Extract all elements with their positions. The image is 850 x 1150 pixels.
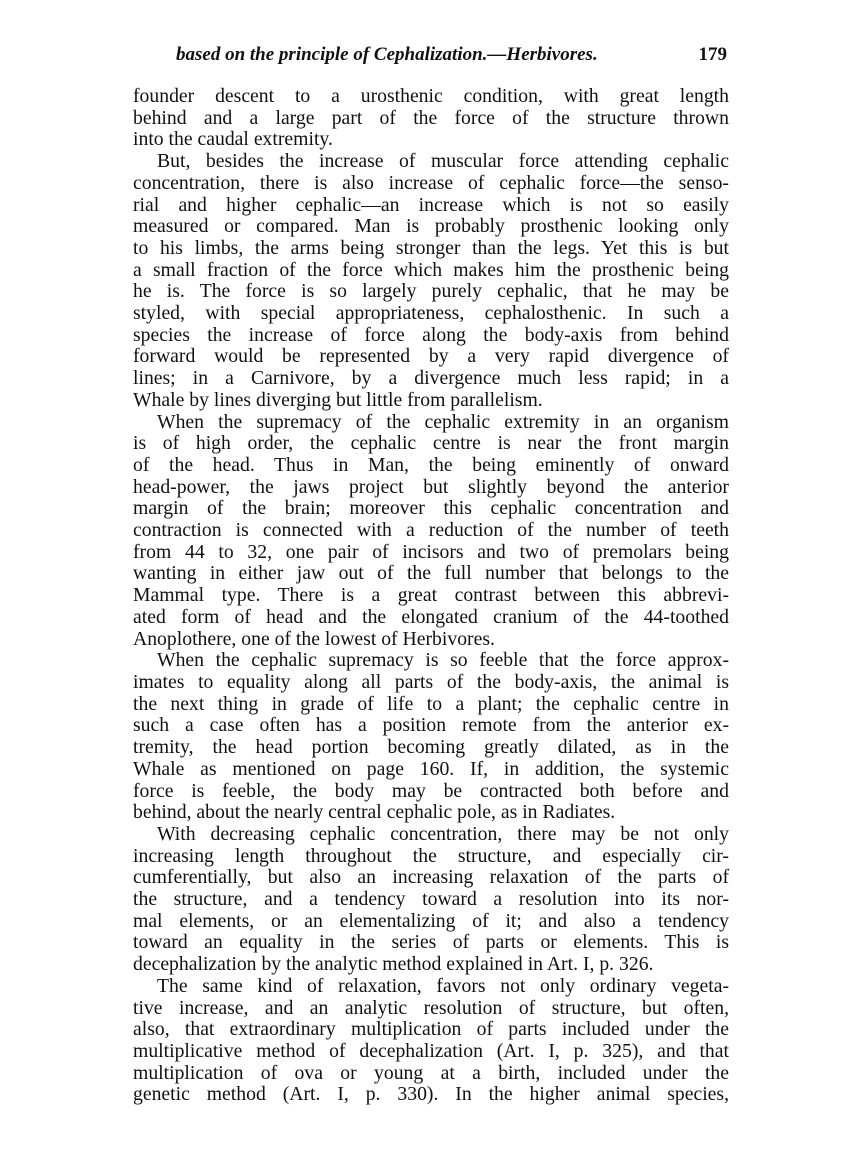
text-line: the next thing in grade of life to a plant; the cephalic centre in <box>133 692 729 715</box>
text-line: Anoplothere, one of the lowest of Herbivores. <box>133 627 495 650</box>
body-text <box>133 86 729 1106</box>
text-line: into the caudal extremity. <box>133 128 333 151</box>
text-line: Mammal type. There is a great contrast between this abbrevi- <box>133 584 729 607</box>
text-line: With decreasing cephalic concentration, there may be not only <box>157 822 729 845</box>
text-line: tremity, the head portion becoming greatly dilated, as in the <box>133 736 729 759</box>
text-line: But, besides the increase of muscular force attending cephalic <box>157 150 729 173</box>
text-line: toward an equality in the series of parts or elements. This is <box>133 931 729 954</box>
text-line: head-power, the jaws project but slightly beyond the anterior <box>133 475 729 498</box>
text-line: he is. The force is so largely purely cephalic, that he may be <box>133 280 729 303</box>
running-title: based on the principle of Cephalization.—Herbivores. <box>176 44 598 65</box>
text-line: cumferentially, but also an increasing relaxation of the parts of <box>133 866 729 889</box>
text-line: multiplication of ova or young at a birth, included under the <box>133 1061 729 1084</box>
text-line: founder descent to a urosthenic condition, with great length <box>133 85 729 107</box>
text-line: contraction is connected with a reduction of the number of teeth <box>133 519 729 542</box>
text-line: tive increase, and an analytic resolution of structure, but often, <box>133 996 729 1019</box>
text-line: forward would be represented by a very rapid divergence of <box>133 345 729 368</box>
text-line: is of high order, the cephalic centre is near the front margin <box>133 432 729 455</box>
text-line: Whale by lines diverging but little from parallelism. <box>133 388 543 411</box>
text-line: decephalization by the analytic method explained in Art. I, p. 326. <box>133 953 654 976</box>
text-line: from 44 to 32, one pair of incisors and two of premolars being <box>133 540 729 563</box>
text-line: mal elements, or an elementalizing of it; and also a tendency <box>133 909 729 932</box>
text-line: a small fraction of the force which makes him the prosthenic being <box>133 258 729 281</box>
text-line: imates to equality along all parts of the body-axis, the animal is <box>133 670 729 693</box>
text-line: behind, about the nearly central cephalic pole, as in Radiates. <box>133 801 616 824</box>
text-line: styled, with special appropriateness, cephalosthenic. In such a <box>133 302 729 325</box>
text-line: rial and higher cephalic—an increase which is not so easily <box>133 193 729 216</box>
page-number: 179 <box>698 44 727 65</box>
text-line: such a case often has a position remote from the anterior ex- <box>133 714 729 737</box>
text-line: species the increase of force along the body-axis from behind <box>133 323 729 346</box>
text-line: concentration, there is also increase of cephalic force—the senso- <box>133 171 729 194</box>
text-line: multiplicative method of decephalization (Art. I, p. 325), and that <box>133 1039 729 1062</box>
text-line: wanting in either jaw out of the full number that belongs to the <box>133 562 729 585</box>
text-line: to his limbs, the arms being stronger than the legs. Yet this is but <box>133 236 729 259</box>
text-line: When the cephalic supremacy is so feeble that the force approx- <box>157 649 729 672</box>
text-line: genetic method (Art. I, p. 330). In the higher animal species, <box>133 1083 729 1106</box>
text-line: of the head. Thus in Man, the being eminently of onward <box>133 453 729 476</box>
text-line: Whale as mentioned on page 160. If, in addition, the systemic <box>133 757 729 780</box>
text-line: behind and a large part of the force of the structure thrown <box>133 106 729 129</box>
text-line: The same kind of relaxation, favors not only ordinary vegeta- <box>157 974 729 997</box>
text-line: measured or compared. Man is probably prosthenic looking only <box>133 215 729 238</box>
text-line: When the supremacy of the cephalic extremity in an organism <box>157 410 729 433</box>
text-line: force is feeble, the body may be contracted both before and <box>133 779 729 802</box>
page-header <box>176 44 727 74</box>
text-line: the structure, and a tendency toward a resolution into its nor- <box>133 888 729 911</box>
text-line: also, that extraordinary multiplication of parts included under the <box>133 1018 729 1041</box>
text-line: margin of the brain; moreover this cephalic concentration and <box>133 497 729 520</box>
text-line: lines; in a Carnivore, by a divergence much less rapid; in a <box>133 367 729 390</box>
text-line: ated form of head and the elongated cranium of the 44-toothed <box>133 605 729 628</box>
text-line: increasing length throughout the structure, and especially cir- <box>133 844 729 867</box>
